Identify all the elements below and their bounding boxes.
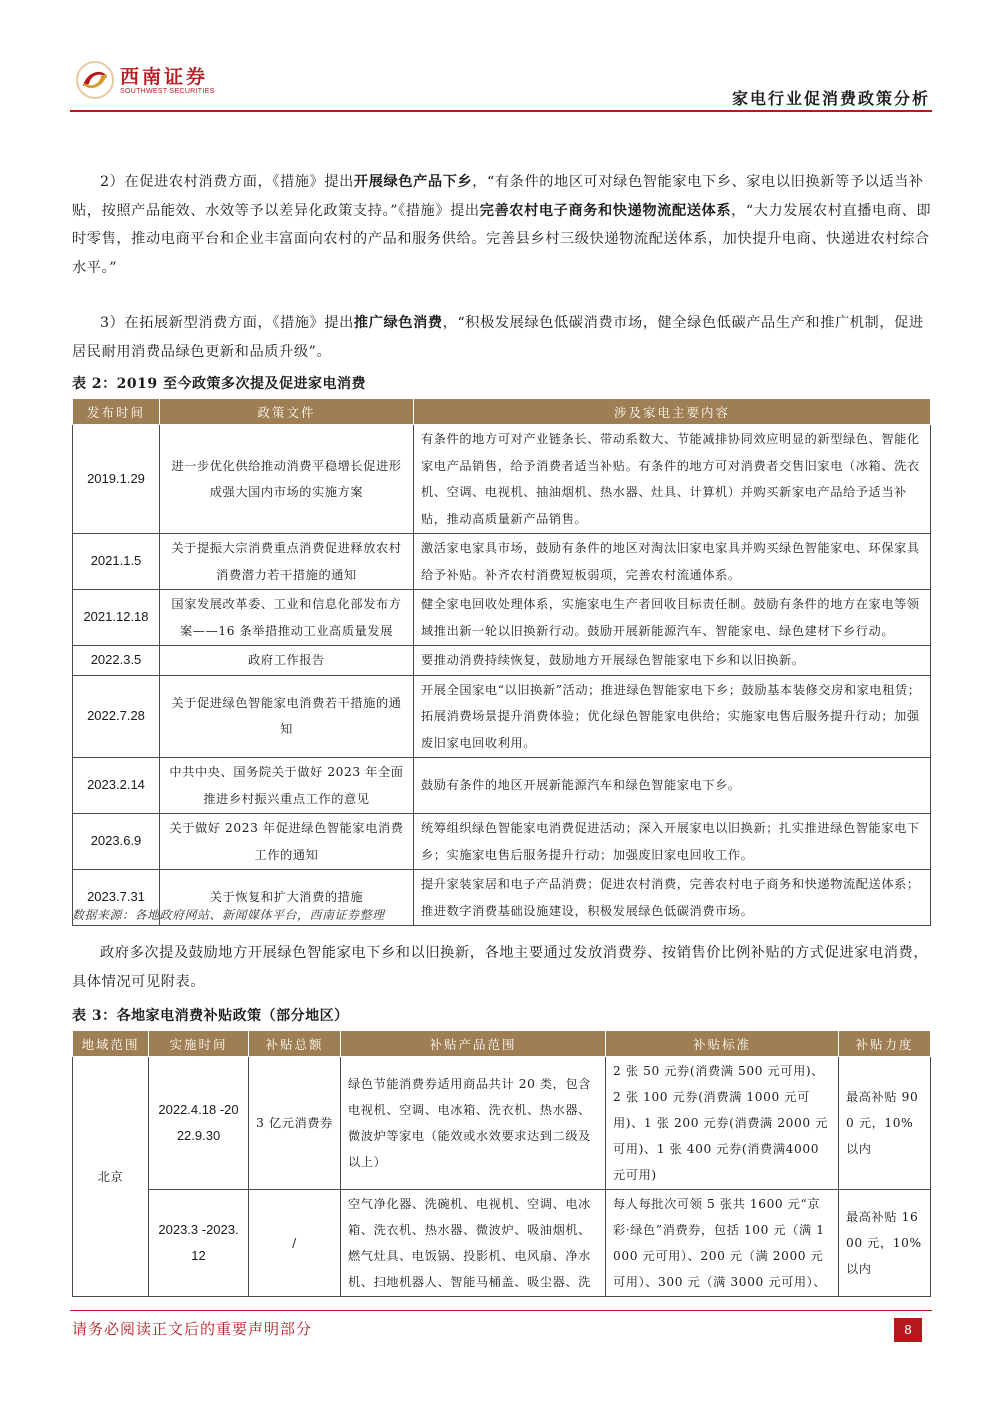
table-row [73, 675, 931, 758]
text-run: ，“有条件的地区可对绿色智能家电下乡、家电以旧换新等予以适当补贴，按照产品能效、水效等予以差异化政策支持。”《措施》提出 [72, 174, 924, 219]
table-header-row [73, 1031, 931, 1057]
header-standard: 补贴标准 [606, 1031, 839, 1057]
header-content: 涉及家电主要内容 [414, 399, 931, 425]
cell-date: 2022.7.28 [73, 675, 160, 758]
cell-content: 统筹组织绿色智能家电消费促进活动；深入开展家电以旧换新；扎实推进绿色智能家电下乡；实施家电售后服务提升行动；加强废旧家电回收工作。 [414, 814, 931, 870]
cell-content: 要推动消费持续恢复，鼓励地方开展绿色智能家电下乡和以旧换新。 [414, 646, 931, 676]
table-row [73, 590, 931, 646]
bold-run: 开展绿色产品下乡 [353, 174, 473, 190]
cell-document: 中共中央、国务院关于做好 2023 年全面推进乡村振兴重点工作的意见 [160, 758, 414, 814]
cell-document: 进一步优化供给推动消费平稳增长促进形成强大国内市场的实施方案 [160, 425, 414, 534]
cell-period: 2023.3 -2023.12 [149, 1190, 249, 1297]
bold-run: 推广绿色消费 [353, 315, 443, 331]
cell-document: 关于做好 2023 年促进绿色智能家电消费工作的通知 [160, 814, 414, 870]
paragraph-subsidy-summary: 政府多次提及鼓励地方开展绿色智能家电下乡和以旧换新，各地主要通过发放消费券、按销售价比例补贴的方式促进家电消费，具体情况可见附表。 [72, 945, 929, 990]
text-run: 3）在拓展新型消费方面，《措施》提出 [100, 315, 354, 331]
logo-mark-icon [75, 60, 115, 100]
table-row [73, 646, 931, 676]
cell-strength: 最高补贴 900 元，10%以内 [839, 1057, 931, 1190]
cell-standard: 每人每批次可领 5 张共 1600 元“京彩·绿色”消费券，包括 100 元（满 1000 元可用）、200 元（满 2000 元可用）、300 元（满 3000 元可用）、 [606, 1190, 839, 1297]
table-row [73, 534, 931, 590]
header-region: 地域范围 [73, 1031, 149, 1057]
cell-date: 2023.7.31 [73, 870, 160, 926]
cell-date: 2023.6.9 [73, 814, 160, 870]
cell-content: 有条件的地方可对产业链条长、带动系数大、节能减排协同效应明显的新型绿色、智能化家电产品销售，给予消费者适当补贴。有条件的地方可对消费者交售旧家电（冰箱、洗衣机、空调、电视机、抽油烟机、热水器、灶具、计算机）并购买新家电产品给予适当补贴，推动高质量新产品销售。 [414, 425, 931, 534]
cell-region: 北京 [73, 1057, 149, 1297]
cell-document: 关于提振大宗消费重点消费促进释放农村消费潜力若干措施的通知 [160, 534, 414, 590]
footer-divider [70, 1310, 932, 1311]
table2-caption: 表 2：2019 至今政策多次提及促进家电消费 [72, 376, 366, 392]
table-row [73, 1190, 931, 1297]
text-run: 2）在促进农村消费方面，《措施》提出 [100, 174, 354, 190]
logo-chinese-name: 西南证券 [120, 66, 209, 88]
bold-run: 完善农村电子商务和快递物流配送体系 [479, 202, 732, 219]
cell-content: 鼓励有条件的地区开展新能源汽车和绿色智能家电下乡。 [414, 758, 931, 814]
logo-english-name: SOUTHWEST SECURITIES [120, 88, 215, 95]
cell-document: 关于恢复和扩大消费的措施 [160, 870, 414, 926]
header-strength: 补贴力度 [839, 1031, 931, 1057]
paragraph-rural-consumption [72, 168, 932, 282]
cell-total: 3 亿元消费券 [249, 1057, 341, 1190]
document-title: 家电行业促消费政策分析 [731, 89, 930, 108]
cell-scope: 绿色节能消费券适用商品共计 20 类，包含电视机、空调、电冰箱、洗衣机、热水器、微波炉等家电（能效或水效要求达到二级及以上） [341, 1057, 606, 1190]
cell-document: 关于促进绿色智能家电消费若干措施的通知 [160, 675, 414, 758]
table-row [73, 814, 931, 870]
header-total: 补贴总额 [249, 1031, 341, 1057]
company-logo [75, 60, 215, 106]
header-document: 政策文件 [160, 399, 414, 425]
table-row [73, 425, 931, 534]
header-period: 实施时间 [149, 1031, 249, 1057]
cell-document: 政府工作报告 [160, 646, 414, 676]
header-divider [70, 110, 932, 112]
cell-document: 国家发展改革委、工业和信息化部发布方案——16 条举措推动工业高质量发展 [160, 590, 414, 646]
footer-disclaimer: 请务必阅读正文后的重要声明部分 [72, 1320, 313, 1338]
text-run: ，“大力发展农村直播电商、即时零售，推动电商平台和企业丰富面向农村的产品和服务供给。完善县乡村三级快递物流配送体系，加快提升电商、快递进农村综合水平。” [72, 202, 932, 276]
cell-scope: 空气净化器、洗碗机、电视机、空调、电冰箱、洗衣机、热水器、微波炉、吸油烟机、燃气灶具、电饭锅、投影机、电风扇、净水机、扫地机器人、智能马桶盖、吸尘器、洗 [341, 1190, 606, 1297]
cell-date: 2023.2.14 [73, 758, 160, 814]
page-number: 8 [894, 1318, 922, 1342]
header-date: 发布时间 [73, 399, 160, 425]
cell-date: 2019.1.29 [73, 425, 160, 534]
cell-date: 2021.1.5 [73, 534, 160, 590]
cell-date: 2022.3.5 [73, 646, 160, 676]
text-run: ，“积极发展绿色低碳消费市场，健全绿色低碳产品生产和推广机制，促进居民耐用消费品绿色更新和品质升级”。 [72, 315, 924, 360]
cell-total: / [249, 1190, 341, 1297]
policy-table [72, 398, 931, 926]
cell-date: 2021.12.18 [73, 590, 160, 646]
table3-caption: 表 3：各地家电消费补贴政策（部分地区） [72, 1008, 349, 1024]
cell-content: 激活家电家具市场，鼓励有条件的地区对淘汰旧家电家具并购买绿色智能家电、环保家具给予补贴。补齐农村消费短板弱项，完善农村流通体系。 [414, 534, 931, 590]
table-row [73, 1057, 931, 1190]
cell-period: 2022.4.18 -2022.9.30 [149, 1057, 249, 1190]
paragraph-new-consumption [72, 309, 932, 366]
cell-content: 健全家电回收处理体系，实施家电生产者回收目标责任制。鼓励有条件的地方在家电等领域推出新一轮以旧换新行动。鼓励开展新能源汽车、智能家电、绿色建材下乡行动。 [414, 590, 931, 646]
header-scope: 补贴产品范围 [341, 1031, 606, 1057]
cell-standard: 2 张 50 元券(消费满 500 元可用)、2 张 100 元券(消费满 1000 元可用)、1 张 200 元券(消费满 2000 元可用)、1 张 400 元券(消费满4000 元可用) [606, 1057, 839, 1190]
cell-strength: 最高补贴 1600 元，10%以内 [839, 1190, 931, 1297]
table-header-row [73, 399, 931, 425]
table-row [73, 758, 931, 814]
cell-content: 提升家装家居和电子产品消费；促进农村消费，完善农村电子商务和快递物流配送体系；推进数字消费基础设施建设，积极发展绿色低碳消费市场。 [414, 870, 931, 926]
cell-content: 开展全国家电“以旧换新”活动；推进绿色智能家电下乡；鼓励基本装修交房和家电租赁；拓展消费场景提升消费体验；优化绿色智能家电供给；实施家电售后服务提升行动；加强废旧家电回收利用。 [414, 675, 931, 758]
table2-source: 数据来源：各地政府网站、新闻媒体平台，西南证券整理 [72, 908, 385, 922]
subsidy-table [72, 1030, 931, 1297]
